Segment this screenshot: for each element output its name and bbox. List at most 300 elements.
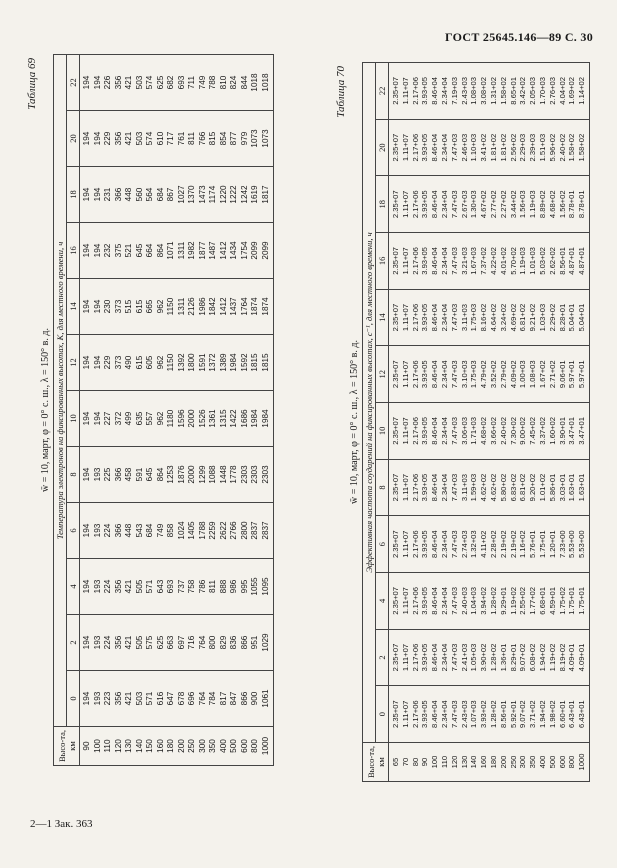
value-cell: 1788 bbox=[198, 503, 209, 559]
table-row bbox=[528, 63, 538, 782]
value-cell: 224 bbox=[103, 559, 114, 615]
value-cell: 3.08+02 bbox=[479, 63, 489, 120]
value-cell: 1389 bbox=[219, 335, 230, 391]
value-cell: 2.55+02 bbox=[518, 573, 528, 630]
height-cell: 400 bbox=[538, 743, 548, 782]
value-cell: 505 bbox=[135, 559, 146, 615]
value-cell: 1686 bbox=[240, 391, 251, 447]
value-cell: 5.53+00 bbox=[577, 516, 589, 573]
value-cell: 7.30+02 bbox=[509, 403, 519, 460]
table-row bbox=[229, 55, 240, 766]
value-cell: 448 bbox=[124, 503, 135, 559]
value-cell: 7.47+03 bbox=[450, 176, 460, 233]
value-cell: 711 bbox=[187, 55, 198, 111]
value-cell: 230 bbox=[103, 279, 114, 335]
value-cell: 1180 bbox=[166, 391, 177, 447]
value-cell: 8.46+04 bbox=[430, 346, 440, 403]
value-cell: 6.68+01 bbox=[538, 573, 548, 630]
value-cell: 1.07+03 bbox=[469, 686, 479, 743]
value-cell: 1370 bbox=[187, 167, 198, 223]
value-cell: 421 bbox=[124, 671, 135, 727]
height-cell: 140 bbox=[469, 743, 479, 782]
value-cell: 764 bbox=[198, 615, 209, 671]
value-cell: 2.40+02 bbox=[499, 403, 509, 460]
value-cell: 5.76+01 bbox=[528, 516, 538, 573]
value-cell: 1.11+07 bbox=[401, 176, 411, 233]
value-cell: 2303 bbox=[240, 447, 251, 503]
value-cell: 8.46+04 bbox=[430, 629, 440, 686]
value-cell: 9.00+02 bbox=[518, 403, 528, 460]
height-cell: 400 bbox=[219, 727, 230, 766]
value-cell: 6.08+02 bbox=[528, 629, 538, 686]
value-cell: 1800 bbox=[187, 335, 198, 391]
value-cell: 557 bbox=[145, 391, 156, 447]
value-cell: 643 bbox=[156, 559, 167, 615]
table-70 bbox=[362, 62, 590, 782]
value-cell: 571 bbox=[145, 559, 156, 615]
value-cell: 764 bbox=[198, 671, 209, 727]
table-row bbox=[411, 63, 421, 782]
height-cell: 70 bbox=[401, 743, 411, 782]
value-cell: 693 bbox=[177, 55, 188, 111]
value-cell: 3.41+02 bbox=[479, 119, 489, 176]
value-cell: 2.35+07 bbox=[389, 459, 401, 516]
value-cell: 2.34+04 bbox=[440, 573, 450, 630]
value-cell: 1.01+02 bbox=[538, 459, 548, 516]
value-cell: 1071 bbox=[166, 223, 177, 279]
value-cell: 1.20+01 bbox=[548, 516, 558, 573]
value-cell: 366 bbox=[114, 447, 125, 503]
value-cell: 2766 bbox=[229, 503, 240, 559]
value-cell: 4.87+01 bbox=[577, 233, 589, 290]
table-row bbox=[479, 63, 489, 782]
height-cell: 80 bbox=[411, 743, 421, 782]
value-cell: 2.34+04 bbox=[440, 176, 450, 233]
time-header: 18 bbox=[67, 167, 80, 223]
value-cell: 8.28+01 bbox=[558, 289, 568, 346]
value-cell: 356 bbox=[114, 559, 125, 615]
table-row bbox=[489, 63, 499, 782]
value-cell: 591 bbox=[135, 447, 146, 503]
table-caption: Температура электронов на фиксированных высотах, K, для местного времени, ч bbox=[54, 55, 67, 727]
value-cell: 1.77+02 bbox=[528, 573, 538, 630]
value-cell: 1073 bbox=[261, 111, 274, 167]
value-cell: 3.44+02 bbox=[509, 176, 519, 233]
value-cell: 717 bbox=[166, 111, 177, 167]
table-body bbox=[389, 63, 590, 782]
value-cell: 1299 bbox=[198, 447, 209, 503]
value-cell: 231 bbox=[103, 167, 114, 223]
value-cell: 575 bbox=[145, 615, 156, 671]
value-cell: 7.47+03 bbox=[450, 516, 460, 573]
value-cell: 3.93+05 bbox=[420, 289, 430, 346]
table-row bbox=[509, 63, 519, 782]
value-cell: 448 bbox=[124, 167, 135, 223]
value-cell: 1.51+03 bbox=[538, 119, 548, 176]
time-header: 20 bbox=[376, 119, 389, 176]
value-cell: 574 bbox=[145, 111, 156, 167]
time-header: 12 bbox=[376, 346, 389, 403]
value-cell: 8.46+04 bbox=[430, 403, 440, 460]
table-row bbox=[469, 63, 479, 782]
value-cell: 6.83+02 bbox=[509, 459, 519, 516]
value-cell: 9.21+02 bbox=[528, 289, 538, 346]
value-cell: 8.78+01 bbox=[577, 176, 589, 233]
value-cell: 1473 bbox=[198, 167, 209, 223]
value-cell: 1984 bbox=[250, 391, 261, 447]
height-column-header: Высо-та, км bbox=[363, 743, 389, 782]
value-cell: 2.28+02 bbox=[489, 516, 499, 573]
value-cell: 2.29+02 bbox=[548, 289, 558, 346]
value-cell: 8.89+02 bbox=[538, 176, 548, 233]
value-cell: 8.46+04 bbox=[430, 176, 440, 233]
height-cell: 600 bbox=[240, 727, 251, 766]
value-cell: 858 bbox=[166, 503, 177, 559]
value-cell: 844 bbox=[240, 55, 251, 111]
height-cell: 130 bbox=[124, 727, 135, 766]
table-69-block bbox=[25, 54, 315, 766]
value-cell: 811 bbox=[208, 559, 219, 615]
value-cell: 2.35+07 bbox=[389, 686, 401, 743]
value-cell: 421 bbox=[124, 615, 135, 671]
value-cell: 815 bbox=[208, 111, 219, 167]
value-cell: 1372 bbox=[208, 335, 219, 391]
value-cell: 1.59+03 bbox=[469, 459, 479, 516]
value-cell: 193 bbox=[93, 671, 104, 727]
height-cell: 350 bbox=[528, 743, 538, 782]
value-cell: 2.46+03 bbox=[460, 119, 470, 176]
value-cell: 193 bbox=[93, 559, 104, 615]
value-cell: 7.47+03 bbox=[450, 403, 460, 460]
table-row bbox=[538, 63, 548, 782]
value-cell: 3.93+05 bbox=[420, 403, 430, 460]
value-cell: 1.58+02 bbox=[567, 119, 577, 176]
table-subtitle: w̄ = 10, март, φ = 0° с. ш., λ = 150° в. д. bbox=[349, 340, 360, 504]
value-cell: 194 bbox=[80, 559, 93, 615]
height-cell: 600 bbox=[558, 743, 568, 782]
table-row bbox=[166, 55, 177, 766]
page-footer: 2—1 Зак. 363 bbox=[30, 818, 93, 830]
value-cell: 3.71+02 bbox=[528, 686, 538, 743]
value-cell: 356 bbox=[114, 55, 125, 111]
value-cell: 224 bbox=[103, 503, 114, 559]
value-cell: 2.17+06 bbox=[411, 233, 421, 290]
value-cell: 986 bbox=[229, 559, 240, 615]
value-cell: 1817 bbox=[261, 167, 274, 223]
value-cell: 877 bbox=[229, 111, 240, 167]
value-cell: 521 bbox=[124, 223, 135, 279]
value-cell: 6.81+02 bbox=[518, 289, 528, 346]
value-cell: 2.19+02 bbox=[509, 516, 519, 573]
time-header: 4 bbox=[376, 573, 389, 630]
value-cell: 951 bbox=[250, 615, 261, 671]
value-cell: 1.11+07 bbox=[401, 346, 411, 403]
value-cell: 1.58+02 bbox=[577, 119, 589, 176]
value-cell: 3.90+01 bbox=[558, 403, 568, 460]
time-header-row bbox=[376, 63, 389, 782]
value-cell: 2.35+07 bbox=[389, 403, 401, 460]
value-cell: 854 bbox=[219, 111, 230, 167]
value-cell: 1.03+03 bbox=[538, 289, 548, 346]
value-cell: 1.28+02 bbox=[489, 686, 499, 743]
value-cell: 2.35+07 bbox=[389, 289, 401, 346]
table-row bbox=[389, 63, 401, 782]
value-cell: 1815 bbox=[261, 335, 274, 391]
value-cell: 2.35+07 bbox=[389, 176, 401, 233]
value-cell: 2303 bbox=[250, 447, 261, 503]
table-row bbox=[80, 55, 93, 766]
time-header: 16 bbox=[67, 223, 80, 279]
value-cell: 1.19+02 bbox=[548, 629, 558, 686]
value-cell: 1.67+02 bbox=[538, 346, 548, 403]
value-cell: 3.42+02 bbox=[518, 63, 528, 120]
value-cell: 1982 bbox=[187, 223, 198, 279]
value-cell: 2837 bbox=[261, 503, 274, 559]
value-cell: 3.93+05 bbox=[420, 63, 430, 120]
value-cell: 1.11+07 bbox=[401, 516, 411, 573]
value-cell: 1055 bbox=[250, 559, 261, 615]
value-cell: 194 bbox=[93, 167, 104, 223]
value-cell: 1315 bbox=[219, 391, 230, 447]
table-row bbox=[208, 55, 219, 766]
value-cell: 8.46+04 bbox=[430, 233, 440, 290]
height-cell: 90 bbox=[420, 743, 430, 782]
value-cell: 543 bbox=[135, 503, 146, 559]
table-row bbox=[460, 63, 470, 782]
value-cell: 458 bbox=[124, 447, 135, 503]
table-caption: Эффективная частота соударений на фиксированных высотах, с⁻¹, для местного времени, ч bbox=[363, 63, 376, 743]
value-cell: 8.29+01 bbox=[509, 629, 519, 686]
time-header: 10 bbox=[67, 391, 80, 447]
time-header: 14 bbox=[67, 279, 80, 335]
value-cell: 610 bbox=[156, 111, 167, 167]
value-cell: 3.37+02 bbox=[538, 403, 548, 460]
value-cell: 2.34+04 bbox=[440, 63, 450, 120]
value-cell: 6.81+02 bbox=[518, 459, 528, 516]
value-cell: 2.05+03 bbox=[528, 63, 538, 120]
value-cell: 1.11+07 bbox=[401, 459, 411, 516]
value-cell: 786 bbox=[198, 559, 209, 615]
value-cell: 1.81+02 bbox=[489, 119, 499, 176]
value-cell: 1487 bbox=[208, 223, 219, 279]
value-cell: 571 bbox=[145, 671, 156, 727]
table-row bbox=[401, 63, 411, 782]
height-cell: 200 bbox=[499, 743, 509, 782]
value-cell: 811 bbox=[187, 111, 198, 167]
value-cell: 5.04+01 bbox=[577, 289, 589, 346]
height-cell: 100 bbox=[93, 727, 104, 766]
value-cell: 1874 bbox=[261, 279, 274, 335]
value-cell: 5.92+01 bbox=[509, 686, 519, 743]
value-cell: 1024 bbox=[177, 503, 188, 559]
value-cell: 2.35+07 bbox=[389, 573, 401, 630]
value-cell: 1.08+03 bbox=[469, 63, 479, 120]
value-cell: 225 bbox=[103, 447, 114, 503]
value-cell: 1.11+07 bbox=[401, 63, 411, 120]
value-cell: 1764 bbox=[240, 279, 251, 335]
value-cell: 962 bbox=[156, 279, 167, 335]
value-cell: 749 bbox=[198, 55, 209, 111]
value-cell: 2837 bbox=[250, 503, 261, 559]
value-cell: 2259 bbox=[208, 503, 219, 559]
value-cell: 2303 bbox=[261, 447, 274, 503]
value-cell: 693 bbox=[166, 559, 177, 615]
height-cell: 90 bbox=[80, 727, 93, 766]
value-cell: 2.76+03 bbox=[548, 63, 558, 120]
value-cell: 1095 bbox=[261, 559, 274, 615]
table-row bbox=[114, 55, 125, 766]
value-cell: 2.19+02 bbox=[499, 516, 509, 573]
height-cell: 100 bbox=[430, 743, 440, 782]
value-cell: 684 bbox=[145, 503, 156, 559]
value-cell: 3.93+02 bbox=[479, 686, 489, 743]
value-cell: 9.06+01 bbox=[558, 346, 568, 403]
height-cell: 1000 bbox=[261, 727, 274, 766]
value-cell: 2.17+06 bbox=[411, 119, 421, 176]
table-69 bbox=[53, 54, 274, 766]
value-cell: 6.60+01 bbox=[558, 686, 568, 743]
value-cell: 1.11+07 bbox=[401, 233, 411, 290]
time-header-row bbox=[67, 55, 80, 766]
value-cell: 647 bbox=[166, 671, 177, 727]
value-cell: 2.43+03 bbox=[460, 63, 470, 120]
value-cell: 8.46+04 bbox=[430, 686, 440, 743]
value-cell: 2622 bbox=[219, 503, 230, 559]
value-cell: 8.56+01 bbox=[499, 686, 509, 743]
value-cell: 1253 bbox=[166, 447, 177, 503]
value-cell: 664 bbox=[145, 223, 156, 279]
value-cell: 366 bbox=[114, 503, 125, 559]
value-cell: 1.36+01 bbox=[499, 629, 509, 686]
table-row bbox=[548, 63, 558, 782]
value-cell: 737 bbox=[177, 559, 188, 615]
value-cell: 8.65+01 bbox=[509, 63, 519, 120]
value-cell: 9.07+02 bbox=[518, 686, 528, 743]
value-cell: 8.56+01 bbox=[558, 233, 568, 290]
value-cell: 2.17+06 bbox=[411, 63, 421, 120]
table-row bbox=[499, 63, 509, 782]
value-cell: 1.28+02 bbox=[489, 629, 499, 686]
value-cell: 1437 bbox=[229, 279, 240, 335]
height-cell: 150 bbox=[145, 727, 156, 766]
value-cell: 2.34+04 bbox=[440, 233, 450, 290]
value-cell: 4.62+02 bbox=[489, 459, 499, 516]
table-row bbox=[135, 55, 146, 766]
value-cell: 1434 bbox=[229, 223, 240, 279]
table-row bbox=[156, 55, 167, 766]
value-cell: 4.68+02 bbox=[548, 176, 558, 233]
value-cell: 1.60+02 bbox=[548, 403, 558, 460]
value-cell: 7.47+03 bbox=[450, 573, 460, 630]
value-cell: 3.93+05 bbox=[420, 119, 430, 176]
value-cell: 2.29+03 bbox=[518, 119, 528, 176]
value-cell: 2.35+07 bbox=[389, 233, 401, 290]
value-cell: 1311 bbox=[177, 279, 188, 335]
value-cell: 1.11+07 bbox=[401, 629, 411, 686]
value-cell: 866 bbox=[240, 615, 251, 671]
value-cell: 716 bbox=[187, 615, 198, 671]
value-cell: 356 bbox=[114, 615, 125, 671]
value-cell: 2.17+06 bbox=[411, 459, 421, 516]
time-header: 20 bbox=[67, 111, 80, 167]
value-cell: 1984 bbox=[261, 391, 274, 447]
value-cell: 1220 bbox=[219, 167, 230, 223]
value-cell: 4.22+02 bbox=[489, 233, 499, 290]
value-cell: 1.11+07 bbox=[401, 119, 411, 176]
value-cell: 900 bbox=[250, 671, 261, 727]
value-cell: 3.93+05 bbox=[420, 176, 430, 233]
value-cell: 1.75+03 bbox=[469, 346, 479, 403]
value-cell: 356 bbox=[114, 111, 125, 167]
value-cell: 684 bbox=[156, 167, 167, 223]
value-cell: 373 bbox=[114, 279, 125, 335]
value-cell: 749 bbox=[156, 503, 167, 559]
value-cell: 4.04+02 bbox=[558, 63, 568, 120]
value-cell: 1876 bbox=[177, 447, 188, 503]
time-header: 14 bbox=[376, 289, 389, 346]
value-cell: 1311 bbox=[177, 223, 188, 279]
value-cell: 645 bbox=[145, 447, 156, 503]
value-cell: 1591 bbox=[198, 335, 209, 391]
value-cell: 232 bbox=[103, 223, 114, 279]
height-cell: 500 bbox=[229, 727, 240, 766]
value-cell: 962 bbox=[156, 335, 167, 391]
table-row bbox=[145, 55, 156, 766]
value-cell: 2.17+06 bbox=[411, 516, 421, 573]
table-row bbox=[558, 63, 568, 782]
value-cell: 366 bbox=[114, 167, 125, 223]
time-header: 6 bbox=[67, 503, 80, 559]
value-cell: 2099 bbox=[261, 223, 274, 279]
value-cell: 2.40+03 bbox=[460, 573, 470, 630]
value-cell: 2.34+04 bbox=[440, 686, 450, 743]
value-cell: 4.64+02 bbox=[489, 289, 499, 346]
value-cell: 1.30+03 bbox=[469, 176, 479, 233]
value-cell: 194 bbox=[93, 55, 104, 111]
value-cell: 5.97+01 bbox=[567, 346, 577, 403]
height-cell: 120 bbox=[114, 727, 125, 766]
value-cell: 373 bbox=[114, 335, 125, 391]
time-header: 8 bbox=[376, 459, 389, 516]
value-cell: 5.03+02 bbox=[538, 233, 548, 290]
value-cell: 784 bbox=[208, 671, 219, 727]
value-cell: 503 bbox=[135, 55, 146, 111]
value-cell: 1174 bbox=[208, 167, 219, 223]
height-cell: 180 bbox=[489, 743, 499, 782]
value-cell: 2.74+03 bbox=[460, 516, 470, 573]
value-cell: 2.17+06 bbox=[411, 403, 421, 460]
value-cell: 1.31+02 bbox=[489, 63, 499, 120]
value-cell: 4.69+02 bbox=[509, 289, 519, 346]
value-cell: 7.19+03 bbox=[450, 63, 460, 120]
value-cell: 194 bbox=[93, 391, 104, 447]
value-cell: 867 bbox=[166, 167, 177, 223]
value-cell: 3.90+02 bbox=[479, 629, 489, 686]
value-cell: 8.16+02 bbox=[479, 289, 489, 346]
table-row bbox=[430, 63, 440, 782]
value-cell: 1.19+02 bbox=[509, 573, 519, 630]
value-cell: 8.46+04 bbox=[430, 459, 440, 516]
value-cell: 7.33+00 bbox=[558, 516, 568, 573]
time-header: 2 bbox=[376, 629, 389, 686]
time-header: 0 bbox=[376, 686, 389, 743]
value-cell: 1412 bbox=[219, 223, 230, 279]
height-cell: 250 bbox=[509, 743, 519, 782]
value-cell: 194 bbox=[93, 335, 104, 391]
value-cell: 1.75+02 bbox=[558, 573, 568, 630]
height-cell: 300 bbox=[198, 727, 209, 766]
height-cell: 200 bbox=[177, 727, 188, 766]
